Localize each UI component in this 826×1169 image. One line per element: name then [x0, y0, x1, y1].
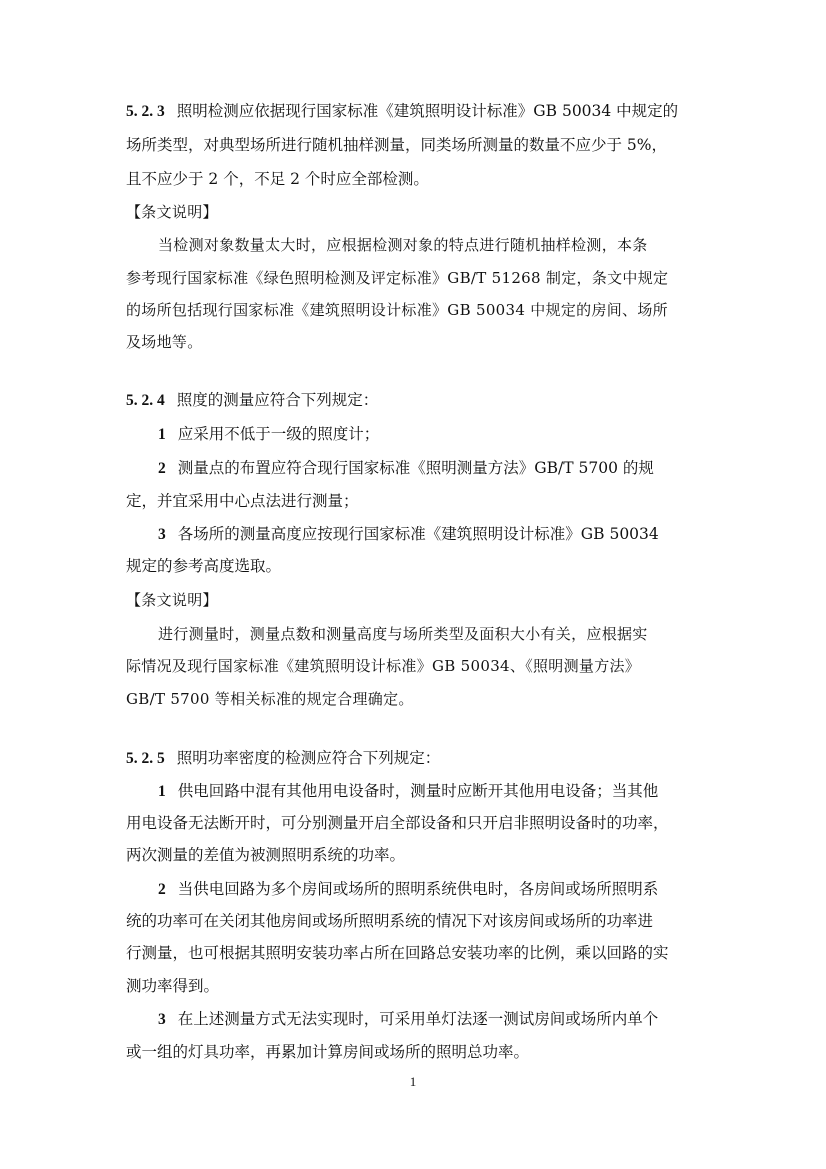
- explanation-title: 【条文说明】: [126, 203, 218, 221]
- item-1-cont: 用电设备无法断开时，可分别测量开启全部设备和只开启非照明设备时的功率，: [126, 814, 669, 832]
- item-1: 1 供电回路中混有其他用电设备时，测量时应断开其他用电设备；当其他: [158, 782, 659, 800]
- clause-number: 5. 2. 4: [126, 392, 165, 409]
- explanation-line: 的场所包括现行国家标准《建筑照明设计标准》GB 50034 中规定的房间、场所: [126, 301, 668, 319]
- item-2: 2 当供电回路为多个房间或场所的照明系统供电时，各房间或场所照明系: [158, 880, 659, 898]
- item-1: 1 应采用不低于一级的照度计；: [158, 425, 380, 443]
- page-number: 1: [409, 1074, 417, 1089]
- clause-5-2-4-heading: 5. 2. 4 照度的测量应符合下列规定：: [126, 391, 379, 409]
- item-2-cont: 定，并宜采用中心点法进行测量；: [126, 492, 359, 510]
- explanation-line: 际情况及现行国家标准《建筑照明设计标准》GB 50034、《照明测量方法》: [126, 657, 641, 675]
- item-2: 2 测量点的布置应符合现行国家标准《照明测量方法》GB/T 5700 的规: [158, 459, 654, 477]
- explanation-line: 及场地等。: [126, 333, 203, 351]
- item-2-cont: 测功率得到。: [126, 977, 220, 995]
- explanation-line: 进行测量时，测量点数和测量高度与场所类型及面积大小有关，应根据实: [158, 625, 648, 643]
- clause-5-2-3-line-2: 场所类型，对典型场所进行随机抽样测量，同类场所测量的数量不应少于 5%，: [126, 136, 668, 154]
- explanation-line: 当检测对象数量太大时，应根据检测对象的特点进行随机抽样检测，本条: [158, 236, 648, 254]
- item-3-cont: 或一组的灯具功率，再累加计算房间或场所的照明总功率。: [126, 1043, 530, 1061]
- item-3: 3 各场所的测量高度应按现行国家标准《建筑照明设计标准》GB 50034: [158, 525, 659, 543]
- clause-5-2-5-heading: 5. 2. 5 照明功率密度的检测应符合下列规定：: [126, 749, 441, 767]
- clause-5-2-3-line-1: 5. 2. 3 照明检测应依据现行国家标准《建筑照明设计标准》GB 50034 中规定的: [126, 102, 679, 120]
- item-1-cont: 两次测量的差值为被测照明系统的功率。: [126, 846, 406, 864]
- clause-5-2-3-line-3: 且不应少于 2 个，不足 2 个时应全部检测。: [126, 170, 429, 188]
- item-3-cont: 规定的参考高度选取。: [126, 557, 282, 575]
- item-2-cont: 行测量，也可根据其照明安装功率占所在回路总安装功率的比例，乘以回路的实: [126, 944, 669, 962]
- explanation-title: 【条文说明】: [126, 591, 218, 609]
- explanation-line: 参考现行国家标准《绿色照明检测及评定标准》GB/T 51268 制定，条文中规定: [126, 269, 669, 287]
- clause-number: 5. 2. 5: [126, 750, 165, 767]
- item-3: 3 在上述测量方式无法实现时，可采用单灯法逐一测试房间或场所内单个: [158, 1010, 659, 1028]
- explanation-line: GB/T 5700 等相关标准的规定合理确定。: [126, 690, 414, 708]
- clause-number: 5. 2. 3: [126, 103, 165, 120]
- item-2-cont: 统的功率可在关闭其他房间或场所照明系统的情况下对该房间或场所的功率进: [126, 912, 654, 930]
